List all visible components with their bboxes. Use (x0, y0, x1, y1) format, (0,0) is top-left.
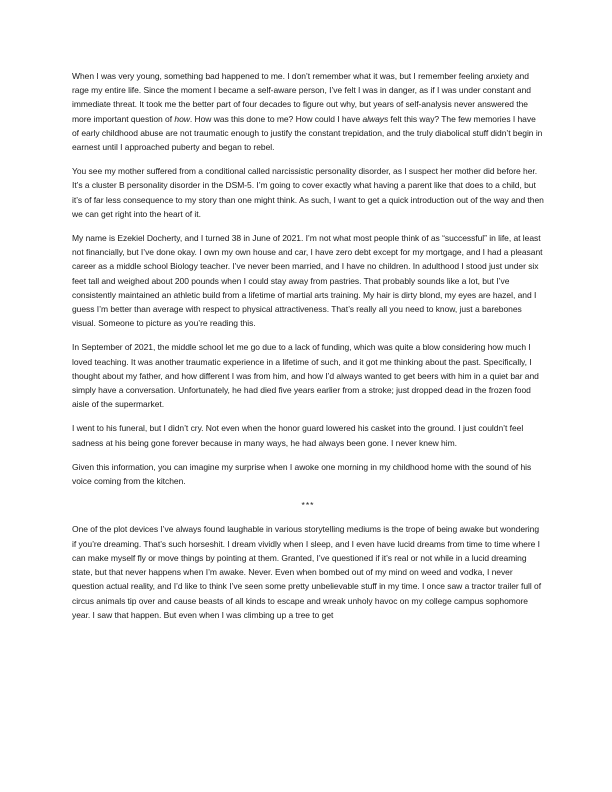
paragraph (72, 460, 544, 488)
text-run: I went to his funeral, but I didn’t cry. Not even when the honor guard lowered his casket into the ground. I just couldn’t feel sadness at his being gone forever because in many ways, he had always been gone. I never knew him. (72, 423, 524, 448)
body-text-before-break (72, 69, 544, 488)
paragraph (72, 340, 544, 411)
italic-text: always (362, 113, 389, 124)
text-run: Given this information, you can imagine my surprise when I awoke one morning in my childhood home with the sound of his voice coming from the kitchen. (72, 461, 532, 487)
text-run: One of the plot devices I’ve always found laughable in various storytelling mediums is the trope of being awake but wondering if you’re dreaming. That’s such horseshit. I dream vividly when I sleep, and I even have lucid dreams from time to time where I can make myself fly or move things by pointing at them. Granted, I’ve questioned if it’s real or not while in a lucid dreaming state, but that never happens when I’m awake. Never. Even when bombed out of my mind on weed and vodka, I never question actual reality, and I’d like to think I’ve seen some pretty unbelievable stuff in my time. I once saw a tractor trailer full of circus animals tip over and cause beasts of all kinds to escape and wreak unholy havoc on my college campus sophomore year. I saw that happen. But even when I was climbing up a tree to get (72, 524, 542, 620)
scene-break: *** (301, 500, 315, 511)
paragraph (72, 522, 544, 621)
text-run: My name is Ezekiel Docherty, and I turned 38 in June of 2021. I’m not what most people think of as “successful” in life, at least not financially, but I’ve done okay. I own my own house and car, I have zero debt except for my mortgage, and I had a pleasant career as a middle school Biology teacher. I’ve never been married, and I have no children. In adulthood I stood just under six feet tall and weighed about 200 pounds when I could stay away from pastries. That probably sounds like a lot, but I’ve consistently maintained an athletic build from a lifetime of martial arts training. My hair is dirty blond, my eyes are hazel, and I guess I’m better than average with respect to physical attractiveness. That’s really all you need to know, just a barebones visual. Someone to picture as you’re reading this. (72, 233, 543, 329)
body-text-after-break (72, 522, 544, 621)
text-run: When I was very young, something bad happened to me. I don’t remember what it was, but I remember feeling anxiety and rage my entire life. Since the moment I became a self-aware person, I’ve felt I was in danger, as if I was under constant and immediate threat. It took me the better part of four decades to figure out why, but years of self-analysis never answered the more important question of (72, 71, 531, 124)
italic-text: how (174, 113, 190, 124)
text-run: In September of 2021, the middle school let me go due to a lack of funding, which was quite a blow considering how much I loved teaching. It was another traumatic experience in a lifetime of such, and it got me thinking about the past. Specifically, I thought about my father, and how different I was from him, and how I’d always wanted to get beers with him in a quiet bar and simply have a conversation. Unfortunately, he had died five years earlier from a stroke; just dropped dead in the frozen food aisle of the supermarket. (72, 342, 539, 410)
text-run: . How was this done to me? How could I have (189, 113, 363, 124)
document-page (72, 69, 544, 632)
paragraph (72, 69, 544, 154)
paragraph (72, 231, 544, 330)
text-run: felt this way? The few memories I have of early childhood abuse are not traumatic enough to justify the constant trepidation, and the truly diabolical stuff didn’t begin in earnest until I approached puberty and began to rebel. (72, 113, 543, 153)
paragraph (72, 164, 544, 221)
text-run: You see my mother suffered from a conditional called narcissistic personality disorder, as I suspect her mother did before her. It’s a cluster B personality disorder in the DSM-5. I’m going to cover exactly what having a parent like that does to a child, but it’s of far less consequence to my story than one might think. As such, I want to get a quick introduction out of the way and then we can get right into the heart of it. (72, 166, 544, 219)
paragraph (72, 421, 544, 449)
